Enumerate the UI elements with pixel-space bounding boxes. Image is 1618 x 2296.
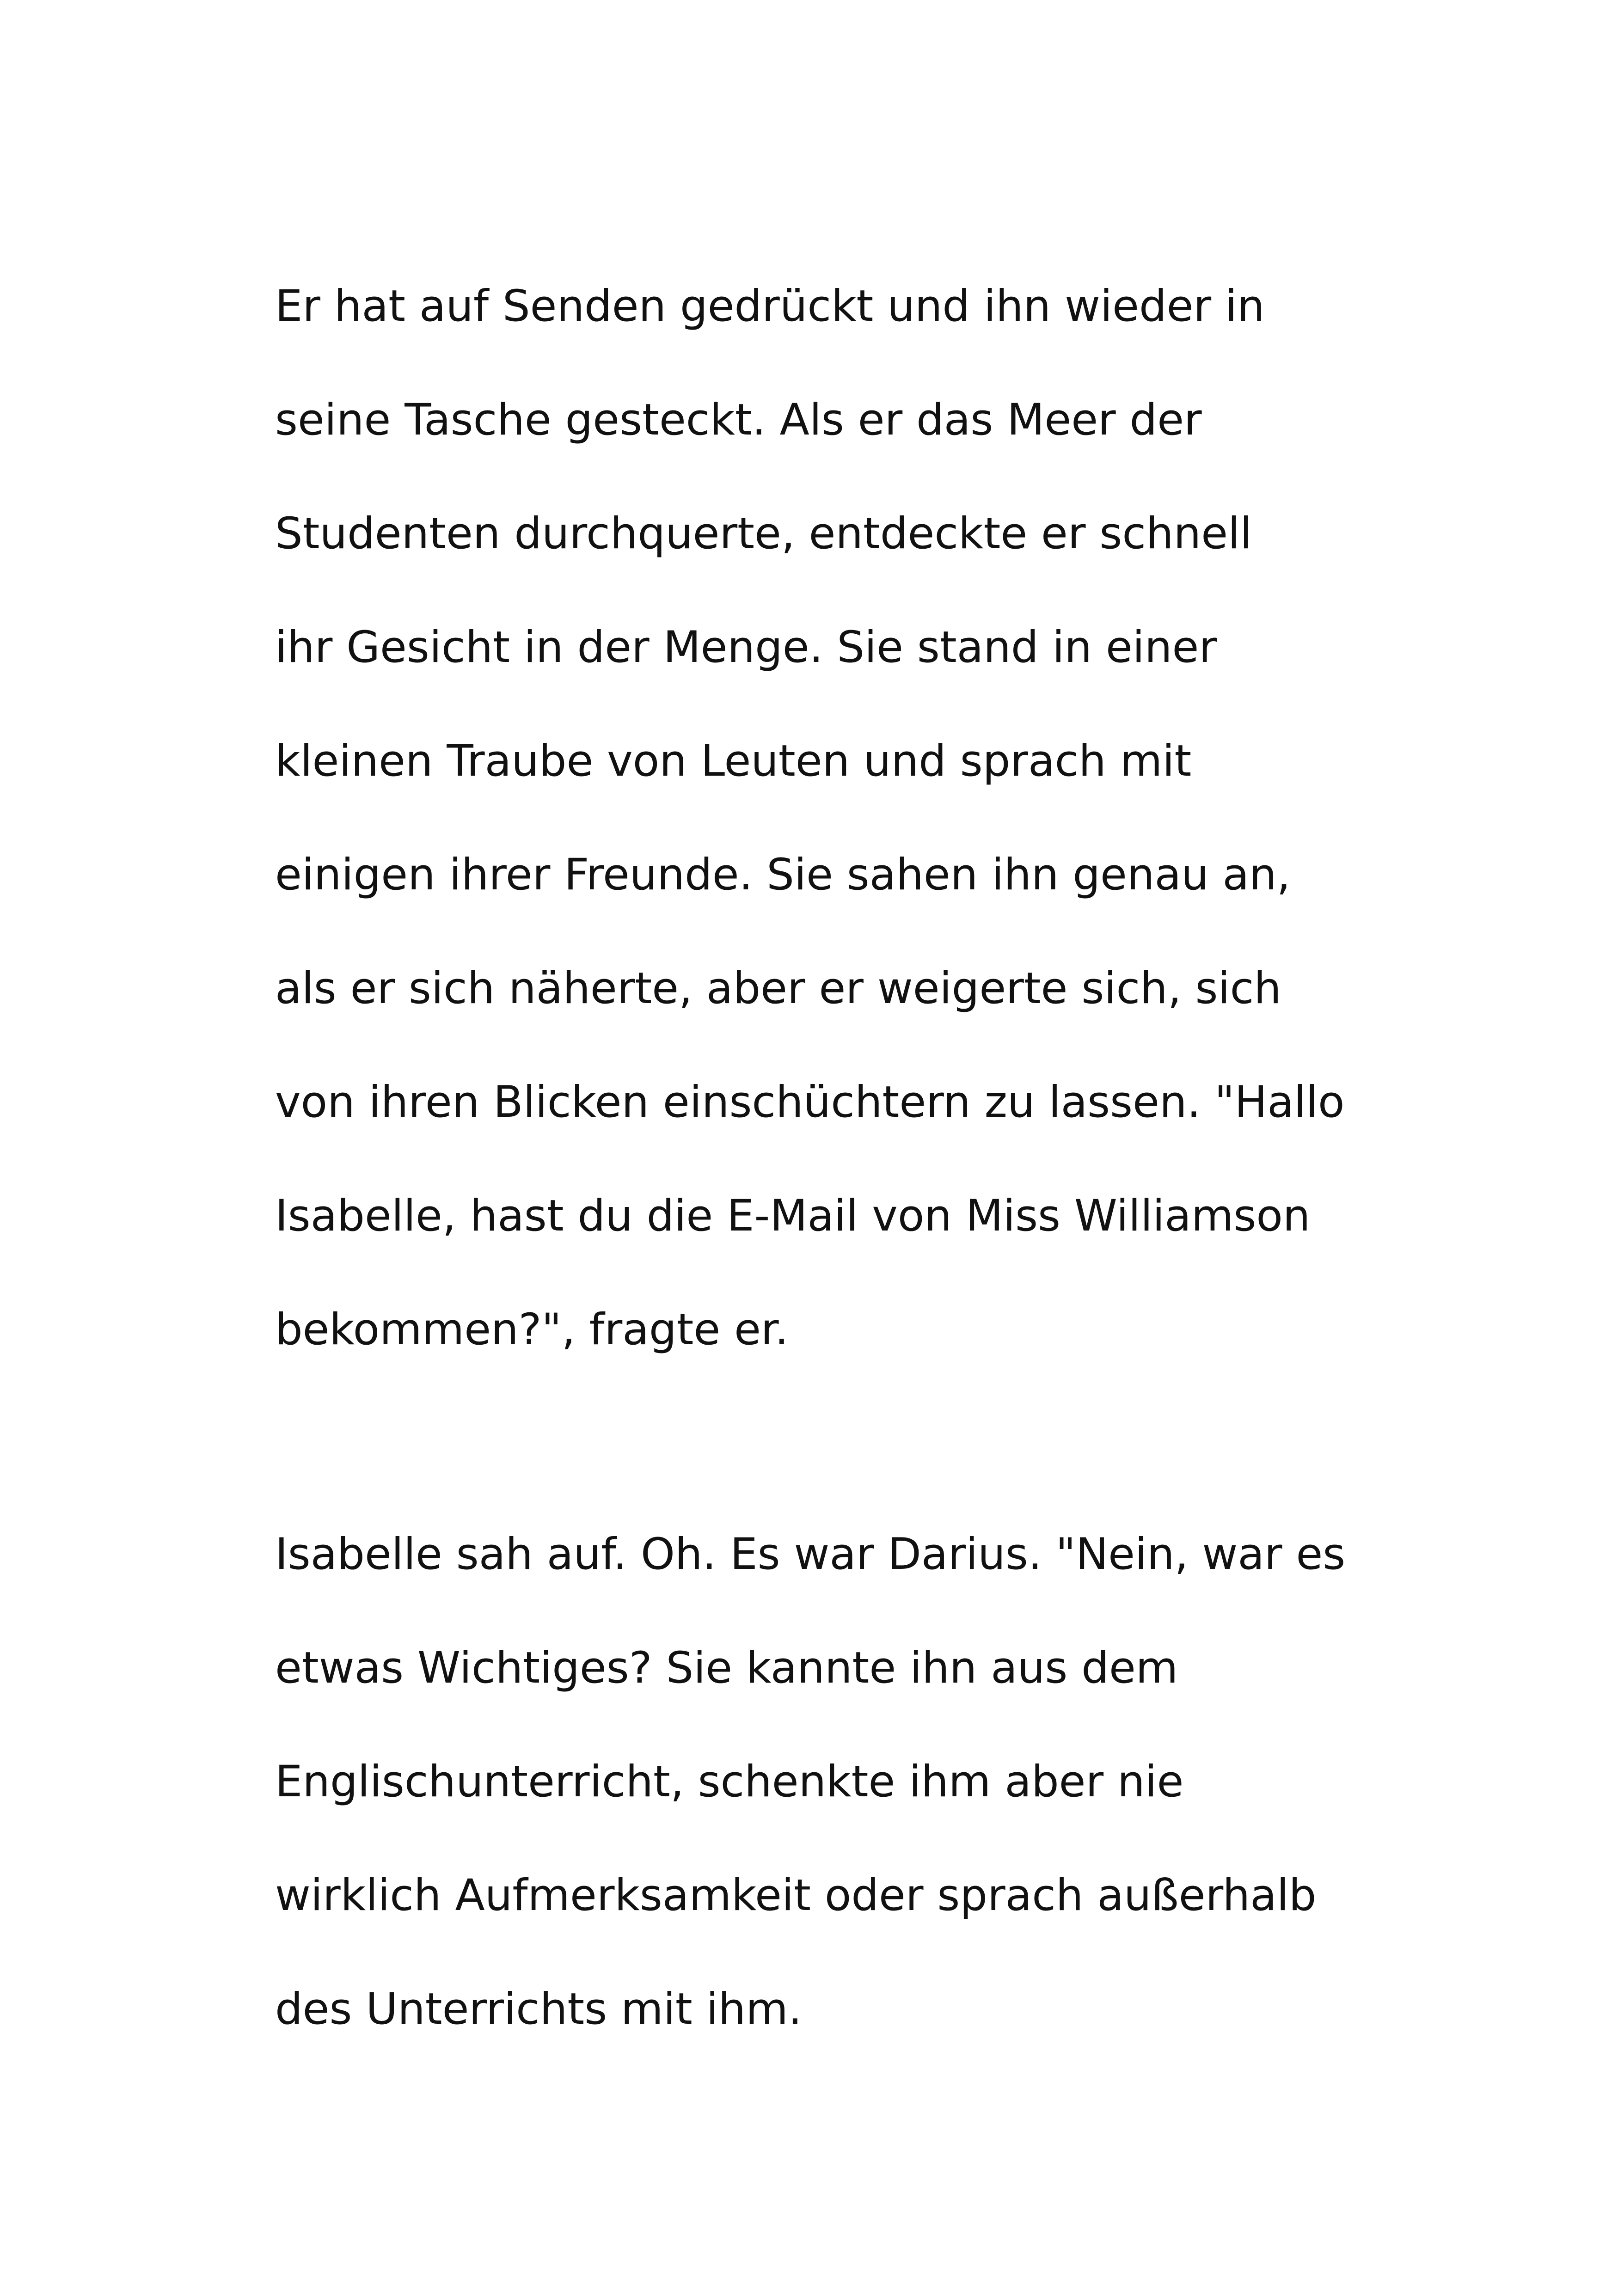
text-line: als er sich näherte, aber er weigerte sich, sich — [275, 963, 1281, 1014]
text-line: Isabelle sah auf. Oh. Es war Darius. "Nein, war es — [275, 1529, 1346, 1580]
text-line: Englischunterricht, schenkte ihm aber nie — [275, 1757, 1184, 1807]
text-line: etwas Wichtiges? Sie kannte ihn aus dem — [275, 1643, 1178, 1693]
paragraph-2 — [275, 1498, 1431, 2066]
paragraph-1 — [275, 250, 1431, 1387]
text-line: kleinen Traube von Leuten und sprach mit — [275, 736, 1192, 786]
text-line: Er hat auf Senden gedrückt und ihn wieder in — [275, 281, 1265, 331]
text-line: ihr Gesicht in der Menge. Sie stand in einer — [275, 622, 1217, 673]
text-line: Isabelle, hast du die E-Mail von Miss Williamson — [275, 1191, 1311, 1241]
text-line: wirklich Aufmerksamkeit oder sprach außerhalb — [275, 1870, 1317, 1921]
text-line: einigen ihrer Freunde. Sie sahen ihn genau an, — [275, 850, 1291, 900]
text-line: seine Tasche gesteckt. Als er das Meer der — [275, 395, 1202, 445]
text-line: des Unterrichts mit ihm. — [275, 1984, 802, 2034]
text-line: Studenten durchquerte, entdeckte er schnell — [275, 508, 1252, 559]
text-line: bekommen?", fragte er. — [275, 1304, 789, 1355]
text-line: von ihren Blicken einschüchtern zu lassen. "Hallo — [275, 1077, 1345, 1127]
